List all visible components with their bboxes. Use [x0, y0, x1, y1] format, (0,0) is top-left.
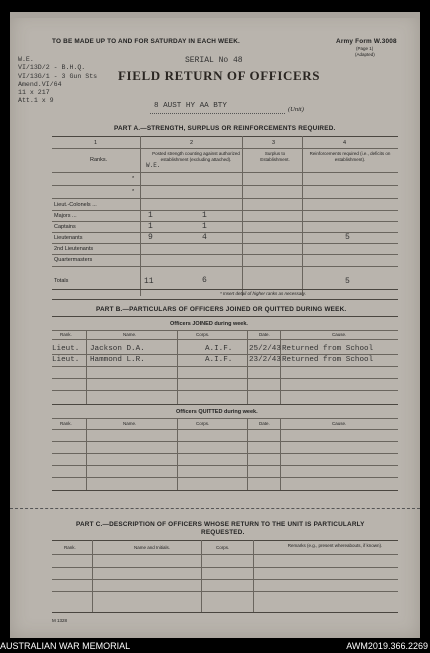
part-a-footnote: * Insert detail of higher ranks as necessary.	[220, 291, 306, 296]
posted-cell-2: 4	[202, 233, 207, 242]
totals-reinf: 5	[345, 277, 350, 286]
joined-cause: Returned from School	[282, 356, 374, 364]
watermark-left: AUSTRALIAN WAR MEMORIAL	[0, 641, 131, 651]
rank-cell: *	[132, 189, 135, 195]
quitted-title: Officers QUITTED during week.	[176, 409, 258, 415]
rank-cell: Lieutenants	[54, 235, 83, 241]
form-sheet	[10, 12, 420, 638]
joined-col-rank: Rank.	[60, 332, 72, 337]
form-adapted: (Adapted)	[355, 52, 375, 57]
typed-note: W.E.	[18, 56, 34, 63]
quitted-col-rank: Rank.	[60, 421, 72, 426]
typed-notes	[18, 56, 97, 106]
joined-rank: Lieut.	[52, 356, 80, 364]
col-number-1: 1	[94, 140, 98, 146]
form-title: FIELD RETURN OF OFFICERS	[118, 68, 321, 83]
quitted-col-cause: Cause.	[332, 421, 347, 426]
totals-posted: 11	[144, 277, 154, 286]
rank-cell: Captains	[54, 224, 76, 230]
part-c-heading-2: REQUESTED.	[201, 529, 245, 536]
joined-col-cause: Cause.	[332, 332, 347, 337]
quitted-col-corps: Corps.	[196, 421, 210, 426]
col-number-3: 3	[272, 140, 276, 146]
we-mark: W.E.	[146, 162, 161, 169]
form-page: (Page 1)	[356, 46, 374, 51]
posted-cell-2: 1	[202, 211, 207, 220]
typed-note: VI/13D/2 - B.H.Q.	[18, 64, 86, 72]
joined-name: Jackson D.A.	[90, 345, 145, 353]
posted-cell: 9	[148, 233, 153, 242]
posted-cell-2: 1	[202, 222, 207, 231]
typed-note: 11 x 217	[18, 89, 50, 97]
col-number-4: 4	[343, 140, 347, 146]
part-c-heading: PART C.—DESCRIPTION OF OFFICERS WHOSE RETURN TO THE UNIT IS PARTICULARLY	[76, 521, 365, 528]
reinf-cell: 5	[345, 233, 350, 242]
joined-date: 25/2/43	[249, 345, 281, 353]
quitted-col-name: Name.	[123, 421, 137, 426]
totals-label: Totals	[54, 278, 69, 284]
surplus-header: Surplus to Establishment.	[260, 151, 290, 162]
joined-name: Hammond L.R.	[90, 356, 145, 364]
footer-code: M 1328	[52, 618, 68, 623]
rank-cell: Lieut.-Colonels ...	[54, 202, 97, 208]
typed-note: Att.1 x 9	[18, 97, 54, 105]
joined-date: 23/2/43	[249, 356, 281, 364]
rank-cell: Majors ...	[54, 213, 77, 219]
unit-label: (Unit)	[288, 106, 304, 113]
rank-cell: Quartermasters	[54, 257, 93, 263]
part-b-heading: PART B.—PARTICULARS OF OFFICERS JOINED OR QUITTED DURING WEEK.	[96, 306, 347, 313]
col-number-2: 2	[190, 140, 194, 146]
part-a-heading: PART A.—STRENGTH, SURPLUS OR REINFORCEMENTS REQUIRED.	[114, 125, 336, 132]
posted-header: Posted strength counting against authorized establishment (excluding attached).	[152, 151, 240, 162]
posted-cell: 1	[148, 211, 153, 220]
rank-cell: *	[132, 176, 135, 182]
serial-number: SERIAL No 48	[185, 56, 243, 65]
joined-col-name: Name.	[123, 332, 137, 337]
joined-corps: A.I.F.	[205, 345, 233, 353]
watermark-right: AWM2019.366.2269	[346, 641, 428, 651]
partc-col-name: Name and Initials.	[134, 545, 171, 550]
joined-cause: Returned from School	[282, 345, 374, 353]
typed-note: VI/13G/1 - 3 Gun Sts	[18, 72, 98, 80]
instruction-line: TO BE MADE UP TO AND FOR SATURDAY IN EACH WEEK.	[52, 38, 240, 45]
torn-top-edge	[10, 12, 420, 18]
ranks-header: Ranks.	[90, 157, 108, 163]
joined-col-date: Date.	[259, 332, 270, 337]
partc-col-rank: Rank.	[64, 545, 76, 550]
posted-cell: 1	[148, 222, 153, 231]
rank-cell: 2nd Lieutenants	[54, 246, 94, 252]
joined-corps: A.I.F.	[205, 356, 233, 364]
joined-title: Officers JOINED during week.	[170, 321, 248, 327]
typed-note: Amend.VI/64	[18, 80, 62, 88]
joined-rank: Lieut.	[52, 345, 80, 353]
form-number: Army Form W.3008	[336, 38, 397, 45]
unit-value: 8 AUST HY AA BTY	[154, 102, 227, 110]
partc-col-remarks: Remarks (e.g., present whereabouts, if known).	[287, 543, 383, 548]
reinf-header: Reinforcements required (i.e., deficits on establishment).	[309, 151, 391, 162]
totals-posted-2: 6	[202, 276, 207, 285]
joined-col-corps: Corps.	[196, 332, 210, 337]
quitted-col-date: Date.	[259, 421, 270, 426]
partc-col-corps: Corps.	[216, 545, 230, 550]
